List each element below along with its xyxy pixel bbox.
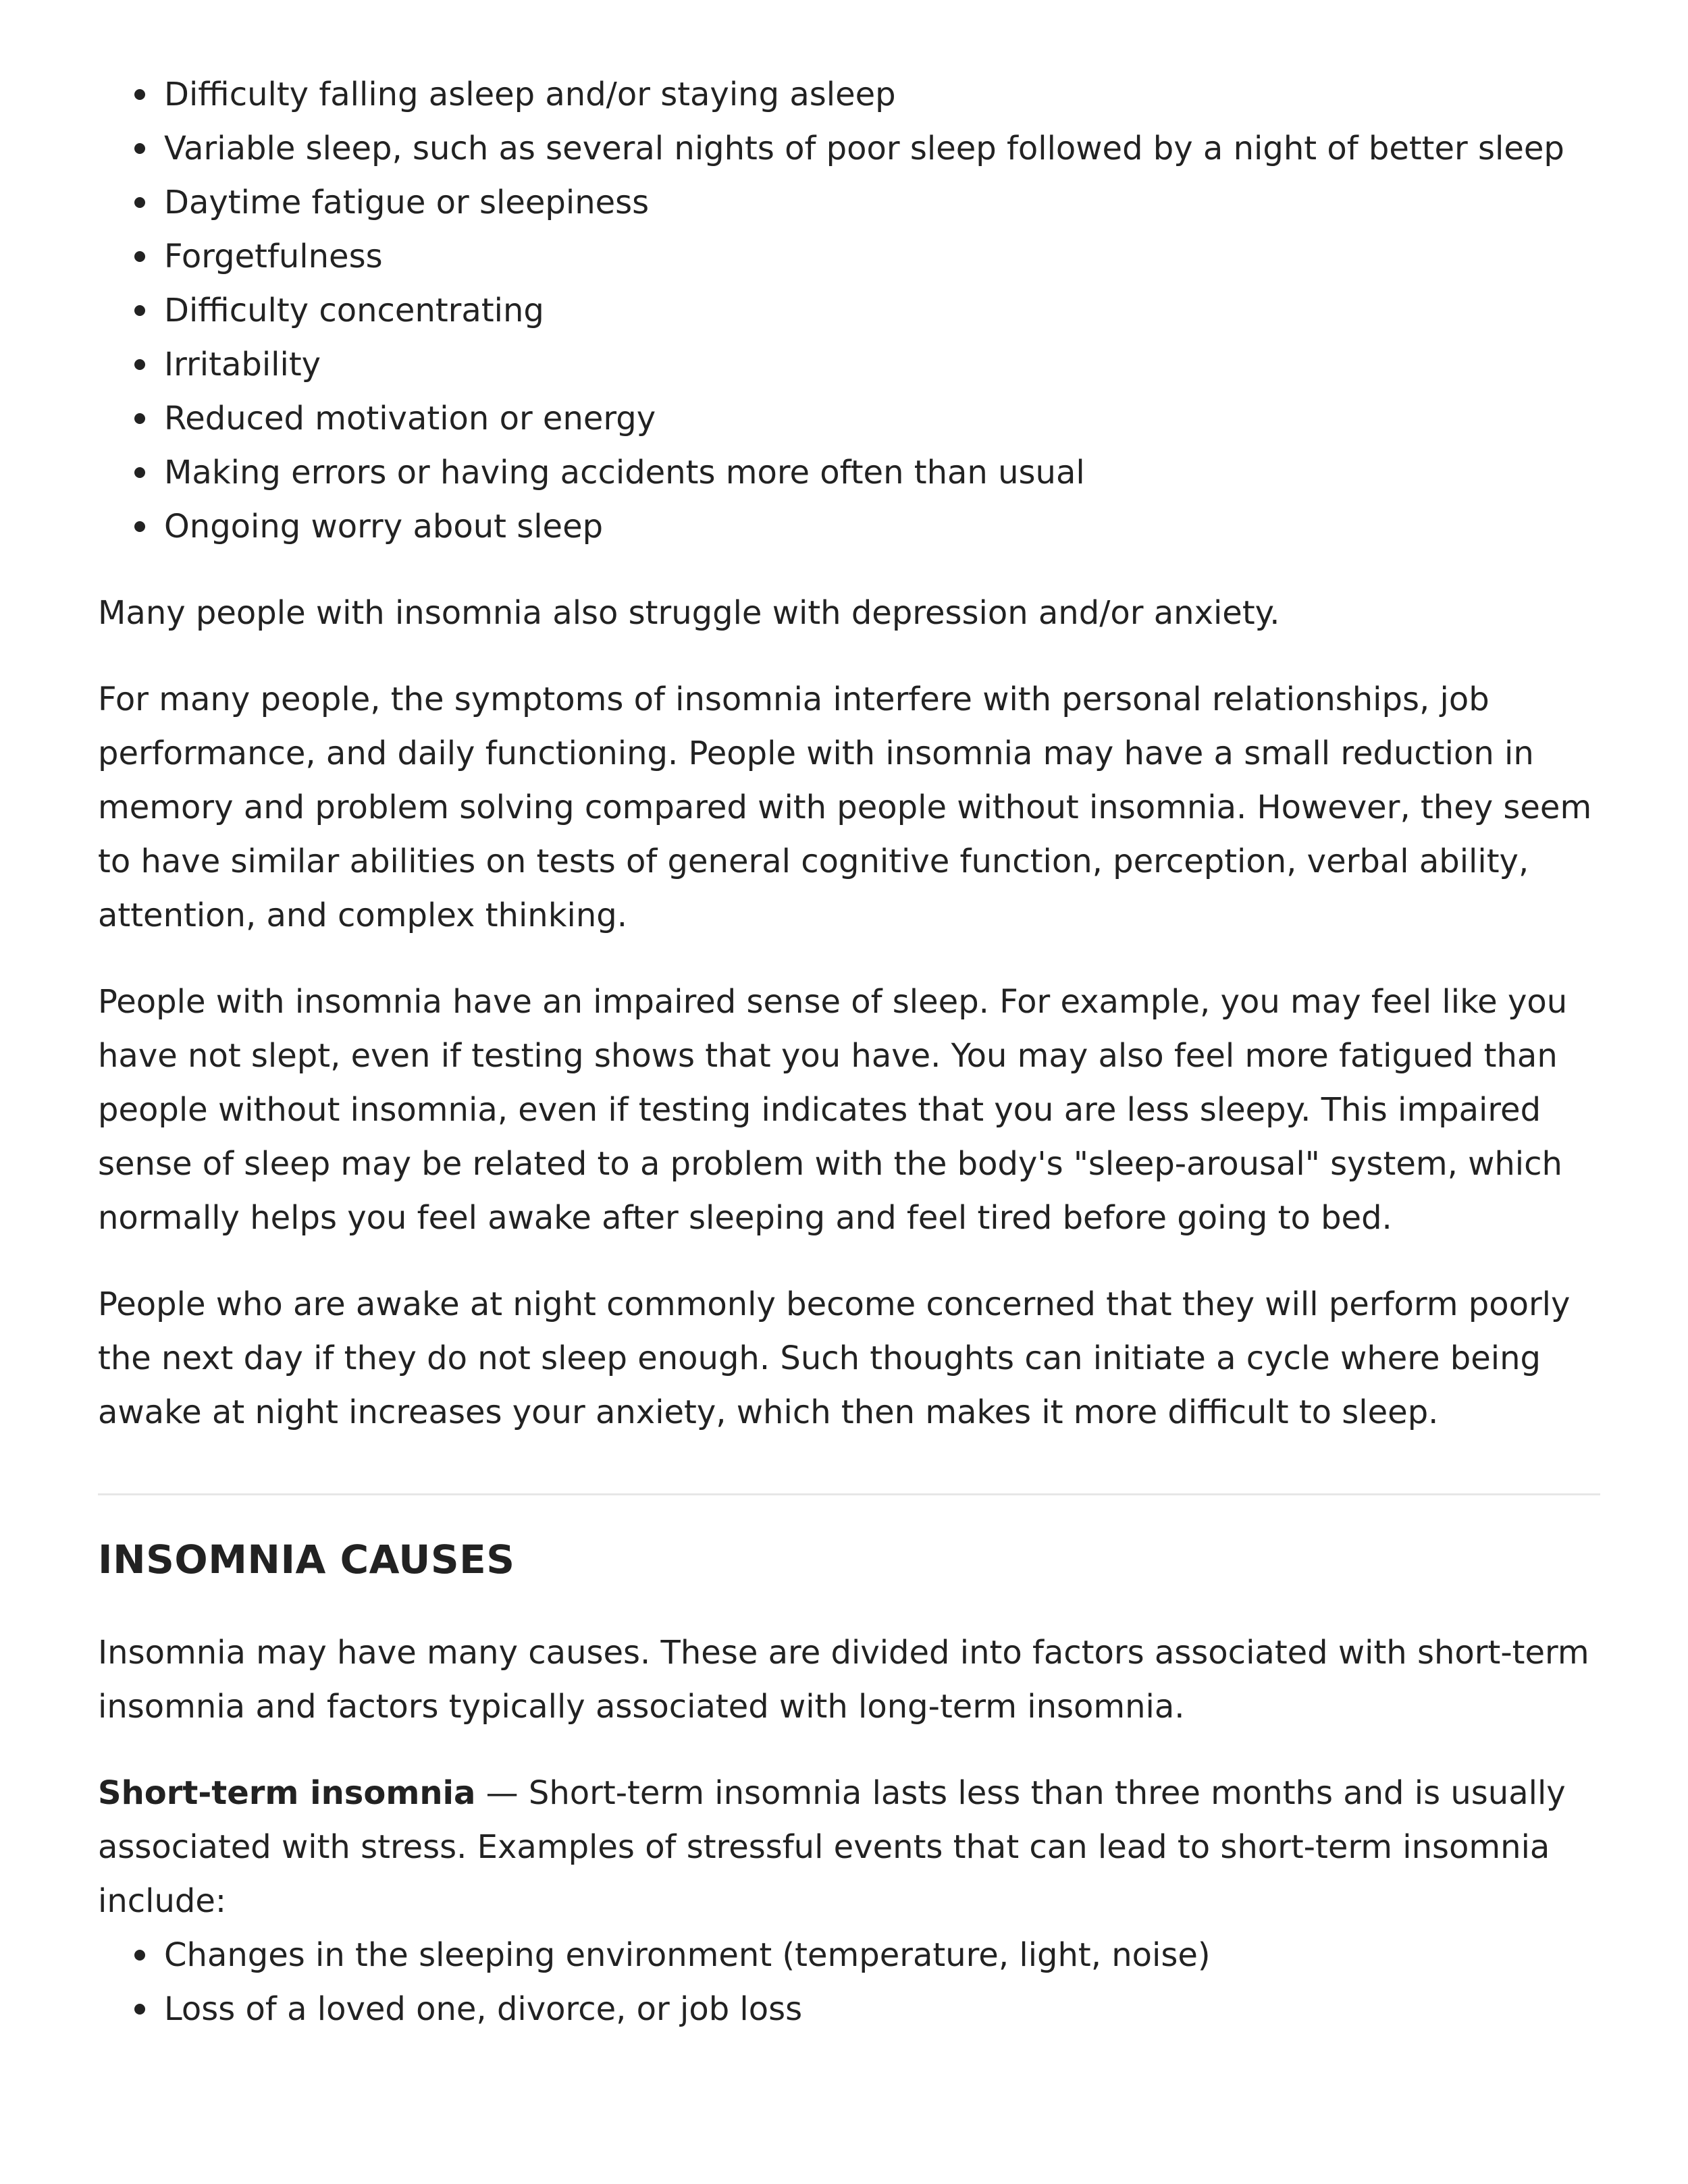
list-item [164,230,1600,284]
bullet-icon [134,251,145,262]
bullet-icon [134,359,145,370]
short-term-term: Short-term insomnia [98,1774,476,1812]
list-item-text: Difficulty falling asleep and/or staying asleep [164,76,896,113]
list-item-text: Irritability [164,346,321,383]
causes-heading: INSOMNIA CAUSES [98,1537,515,1582]
list-item [164,500,1600,554]
section-divider [98,1493,1600,1495]
list-item-text: Making errors or having accidents more often than usual [164,454,1085,491]
list-item [164,1928,1600,1982]
article-body [98,68,1600,2036]
paragraph-depression-anxiety: Many people with insomnia also struggle with depression and/or anxiety. [98,594,1280,632]
bullet-icon [134,1950,145,1961]
short-term-description: — Short-term insomnia lasts less than three months and is usually associated with stress. Examples of stressful events that can lead to short-term insomnia include: [98,1774,1566,1920]
bullet-icon [134,89,145,100]
bullet-icon [134,2004,145,2015]
symptoms-list [98,68,1600,554]
list-item-text: Loss of a loved one, divorce, or job loss [164,1990,803,2028]
list-item [164,68,1600,122]
list-item [164,176,1600,230]
paragraph-anxiety-cycle: People who are awake at night commonly become concerned that they will perform poorly the next day if they do not sleep enough. Such thoughts can initiate a cycle where being awake at night increases your anxiety, which then makes it more difficult to sleep. [98,1285,1571,1431]
list-item-text: Changes in the sleeping environment (temperature, light, noise) [164,1936,1211,1974]
paragraph-impaired-sense-of-sleep: People with insomnia have an impaired sense of sleep. For example, you may feel like you have not slept, even if testing shows that you have. You may also feel more fatigued than people without insomnia, even if testing indicates that you are less sleepy. This impaired sense of sleep may be related to a problem with the body's "sleep-arousal" system, which normally helps you feel awake after sleeping and feel tired before going to bed. [98,983,1568,1237]
paragraph-daily-functioning: For many people, the symptoms of insomnia interfere with personal relationships, job performance, and daily functioning. People with insomnia may have a small reduction in memory and problem solving compared with people without insomnia. However, they seem to have similar abilities on tests of general cognitive function, perception, verbal ability, attention, and complex thinking. [98,681,1592,934]
list-item-text: Daytime fatigue or sleepiness [164,184,650,221]
bullet-icon [134,305,145,316]
list-item-text: Variable sleep, such as several nights of poor sleep followed by a night of better sleep [164,130,1564,167]
list-item-text: Forgetfulness [164,238,383,275]
list-item-text: Ongoing worry about sleep [164,508,604,545]
causes-intro-paragraph: Insomnia may have many causes. These are divided into factors associated with short-term insomnia and factors typically associated with long-term insomnia. [98,1634,1589,1726]
short-term-paragraph [98,1766,1600,1928]
list-item-text: Reduced motivation or energy [164,400,656,437]
bullet-icon [134,143,145,154]
short-term-causes-list [98,1928,1600,2036]
list-item [164,446,1600,500]
list-item [164,392,1600,446]
bullet-icon [134,197,145,208]
list-item-text: Difficulty concentrating [164,292,544,329]
list-item [164,122,1600,176]
list-item [164,338,1600,392]
bullet-icon [134,521,145,532]
list-item [164,284,1600,338]
bullet-icon [134,467,145,478]
list-item [164,1982,1600,2036]
bullet-icon [134,413,145,424]
